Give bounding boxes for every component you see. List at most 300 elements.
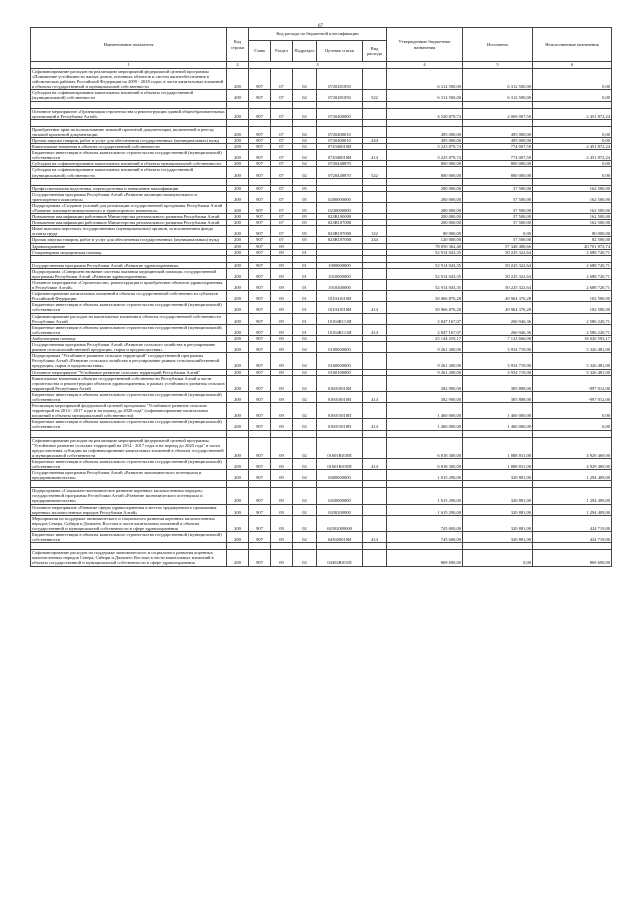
row-approved: 1 615 290,00 [387,504,463,515]
row-approved: 78 050 362,40 [387,243,463,249]
header-unexecuted: Неисполненные назначения [533,28,612,62]
row-subsection: 02 [293,419,317,430]
row-expense-type [363,268,387,279]
row-code: 200 [227,126,249,137]
row-subsection [293,255,317,262]
table-row [31,419,612,430]
table-row [31,391,612,402]
row-executed [463,430,533,437]
row-target-item: 1010000000 [317,268,363,279]
row-subsection: 01 [293,249,317,255]
row-executed: 49 964 376,28 [463,302,533,313]
spacer-row [31,543,612,550]
row-name [31,255,227,262]
row-code: 200 [227,144,249,150]
row-target-item [317,481,363,488]
row-chapter [249,119,271,126]
row-executed: 774 007,50 [463,150,533,161]
table-row [31,324,612,335]
header-section: Раздел [271,41,293,62]
row-unexecuted: 5 326 481,00 [533,342,612,353]
row-expense-type [363,69,387,90]
row-chapter: 907 [249,470,271,481]
row-section: 09 [271,369,293,375]
row-approved [387,255,463,262]
row-approved: 52 914 043,35 [387,262,463,268]
row-executed: 6 312 500,00 [463,69,533,90]
row-chapter: 907 [249,202,271,213]
row-code: 200 [227,353,249,369]
row-section: 09 [271,403,293,419]
row-expense-type [363,375,387,391]
row-subsection [293,481,317,488]
row-target-item: 04302000000 [317,515,363,531]
row-unexecuted: 0,00 [533,403,612,419]
row-name: Основное мероприятие «Организация строительства и реконструкции зданий общеобразовательных организаций в Республике Алтай» [32,108,225,119]
table-row [31,532,612,543]
row-name: Подпрограмма «Социально-экономическое развитие коренных малочисленных народов» государственной программы Республики Алтай «Развитие экономического потенциала и предпринимательства» [31,488,227,504]
table-row [31,470,612,481]
row-subsection: 02 [293,458,317,469]
row-expense-type [363,430,387,437]
row-name: Капитальные вложения в объекты государственной собственности Республики Алтай в части строительства и реконструкции объектов здравоохранения, в рамках устойчивого развития сельских территорий Республики Алтай [32,375,225,391]
row-executed: 37 500,00 [463,237,533,243]
row-unexecuted: 2 451 872,24 [533,108,612,119]
row-chapter: 907 [249,391,271,402]
row-unexecuted: 2 586 220,71 [533,313,612,324]
row-name: Бюджетные инвестиции в объекты капитального строительства государственной (муниципальной) собственности [31,458,227,469]
row-target-item: 1000000000 [317,262,363,268]
row-approved: 2 847 167,07 [387,324,463,335]
row-chapter: 907 [249,108,271,119]
row-target-item: 0430200000 [317,504,363,515]
row-name: Повышение квалификации работников Министерства регионального развития Республики Алтай [31,214,227,220]
row-approved: 382 900,00 [387,375,463,391]
row-chapter: 907 [249,369,271,375]
row-approved: 800 000,00 [387,161,463,167]
row-expense-type: 244 [363,237,387,243]
column-number: 4 [387,62,463,69]
row-name [31,430,227,437]
row-name: Стационарная медицинская помощь [31,249,227,255]
row-target-item: 0230000000 [317,202,363,213]
row-expense-type [363,108,387,119]
row-section: 07 [271,214,293,220]
row-target-item: 0200000000 [317,191,363,202]
row-chapter: 907 [249,437,271,458]
row-name: Субсидии на софинансирование капитальных вложений в объекты государственной (муниципальной) собственности [31,167,227,178]
row-approved: 50 066 876,28 [387,291,463,302]
row-approved: 200 000,00 [387,185,463,191]
row-executed: 37 500,00 [463,214,533,220]
row-unexecuted [533,430,612,437]
row-approved [387,101,463,108]
row-approved: 6 312 500,00 [387,90,463,101]
row-chapter: 907 [249,185,271,191]
row-expense-type: 414 [363,150,387,161]
row-name: Амбулаторная помощь [31,335,227,341]
row-section: 09 [271,280,293,291]
row-subsection: 02 [293,403,317,419]
row-code: 200 [227,369,249,375]
row-name: Софинансирование расходов на реализацию мероприятий федеральной целевой программы "Устойчивое развитие сельских территорий на 2014 - 2017 годы и на период до 2020 года" в части предоставления субсидии на софинансирование капитальных вложений в объекты государственной и муниципальной собственности [31,437,227,458]
row-code [227,255,249,262]
row-chapter: 907 [249,375,271,391]
row-approved: 25 144 259,17 [387,335,463,341]
row-approved: 80 000,00 [387,226,463,237]
row-unexecuted: 4 929 469,00 [533,458,612,469]
row-subsection [293,178,317,185]
row-expense-type: 414 [363,324,387,335]
row-code: 200 [227,280,249,291]
row-unexecuted: 80 000,00 [533,226,612,237]
row-section: 09 [271,375,293,391]
row-name [31,178,227,185]
row-name: Субсидии на софинансирование капитальных вложений в объекты государственной (муниципальной) собственности [31,90,227,101]
row-unexecuted [533,119,612,126]
row-executed: 49 964 376,28 [463,291,533,302]
row-chapter: 907 [249,150,271,161]
row-subsection: 01 [293,302,317,313]
row-chapter: 907 [249,515,271,531]
row-chapter [249,543,271,550]
row-subsection: 02 [293,335,317,341]
row-chapter [249,101,271,108]
row-target-item [317,119,363,126]
row-executed: 7 123 666,00 [463,335,533,341]
row-code: 200 [227,237,249,243]
row-code: 200 [227,391,249,402]
row-subsection: 01 [293,262,317,268]
row-subsection [293,430,317,437]
row-target-item: 016015018П [317,403,363,419]
row-expense-type [363,543,387,550]
row-section: 07 [271,220,293,226]
row-executed: 495 000,00 [463,126,533,137]
row-section: 09 [271,324,293,335]
row-code: 200 [227,90,249,101]
row-subsection: 02 [293,550,317,566]
row-code [227,178,249,185]
row-section [271,119,293,126]
row-code: 200 [227,302,249,313]
row-target-item: 01601R018П [317,437,363,458]
row-chapter [249,178,271,185]
row-target-item: 02ЗВ100000 [317,214,363,220]
table-row [31,90,612,101]
row-unexecuted: 2 688 720,71 [533,262,612,268]
row-expense-type [363,119,387,126]
row-expense-type [363,342,387,353]
row-subsection [293,119,317,126]
row-code: 200 [227,249,249,255]
row-approved: 1 460 000,00 [387,419,463,430]
row-target-item: 10104R111И [317,324,363,335]
row-target-item [317,101,363,108]
row-unexecuted: 162 500,00 [533,185,612,191]
row-subsection: 05 [293,237,317,243]
row-target-item: 016010010И [317,375,363,391]
row-chapter: 907 [249,550,271,566]
row-section: 07 [271,144,293,150]
row-expense-type [363,178,387,185]
row-code: 200 [227,403,249,419]
row-target-item: 0720448870 [317,161,363,167]
row-chapter: 907 [249,302,271,313]
row-code: 200 [227,291,249,302]
row-section [271,430,293,437]
row-code [227,543,249,550]
row-section: 09 [271,532,293,543]
row-code: 200 [227,532,249,543]
row-expense-type [363,291,387,302]
row-code: 200 [227,550,249,566]
row-unexecuted: 424 719,00 [533,532,612,543]
row-executed: 260 946,36 [463,324,533,335]
row-code: 200 [227,185,249,191]
row-target-item: 072040010И [317,150,363,161]
row-section: 07 [271,90,293,101]
table-row [31,150,612,161]
row-expense-type: 414 [363,532,387,543]
row-target-item: 101041010И [317,302,363,313]
row-executed: 320 881,00 [463,515,533,531]
row-section: 09 [271,291,293,302]
row-name: Бюджетные инвестиции в объекты капитального строительства государственной (муниципальной) собственности [31,532,227,543]
row-name: Подпрограмма «Создание условий для реализации государственной программы Республики Алтай «Развитие жилищно-коммунального и транспортного комплекса» [31,202,227,213]
row-name: Основное мероприятие "Устойчивое развитие сельских территорий Республики Алтай" [31,369,227,375]
row-subsection: 02 [293,437,317,458]
row-executed: 260 946,36 [463,313,533,324]
row-approved: 800 000,00 [387,167,463,178]
row-name: Субсидии на софинансирование капитальных вложений в объекты муниципальной собственности [31,161,227,167]
column-number: 6 [533,62,612,69]
row-unexecuted [533,543,612,550]
row-executed: 0,00 [463,550,533,566]
row-approved: 3 225 879,74 [387,150,463,161]
row-code: 200 [227,214,249,220]
table-row [31,69,612,90]
row-approved: 6 818 300,00 [387,458,463,469]
row-executed: 37 500,00 [463,202,533,213]
row-subsection: 02 [293,144,317,150]
row-code: 200 [227,69,249,90]
row-name [31,481,227,488]
row-approved [387,178,463,185]
row-name: Прочая закупка товаров, работ и услуг для обеспечения государственных (муниципальных) нужд [31,237,227,243]
row-chapter: 907 [249,280,271,291]
row-chapter: 907 [249,532,271,543]
row-expense-type [363,191,387,202]
row-unexecuted: 424 719,00 [533,515,612,531]
row-approved: 1 615 290,00 [387,488,463,504]
row-subsection: 02 [293,69,317,90]
header-subsection: Подраздел [293,41,317,62]
row-unexecuted: 0,00 [533,137,612,143]
row-approved: 869 690,00 [387,550,463,566]
row-subsection: 05 [293,226,317,237]
row-name: Софинансирование расходов на капитальные вложения в объекты государственной собственности Республики Алтай [31,313,227,324]
row-chapter: 907 [249,488,271,504]
row-code: 200 [227,137,249,143]
table-row [31,280,612,291]
table-row [31,504,612,515]
row-expense-type [363,515,387,531]
row-executed: 800 000,00 [463,161,533,167]
row-unexecuted: 1 294 409,00 [533,470,612,481]
row-approved: 200 000,00 [387,191,463,202]
row-target-item: 0720281050 [317,69,363,90]
row-subsection: 02 [293,504,317,515]
row-unexecuted: 2 451 872,24 [533,144,612,150]
row-executed: 1 460 000,00 [463,403,533,419]
row-section: 07 [271,108,293,119]
row-expense-type [363,353,387,369]
row-approved: 9 261 200,00 [387,342,463,353]
row-unexecuted: 5 326 481,00 [533,353,612,369]
row-code: 200 [227,220,249,226]
row-section: 07 [271,137,293,143]
row-executed: 495 000,00 [463,137,533,143]
header-name: Наименование показателя [31,28,227,62]
row-section: 09 [271,335,293,341]
row-approved: 52 914 043,35 [387,280,463,291]
row-name: Государственная программа Республики Алтай «Развитие жилищно-коммунального и транспортного комплекса» [31,191,227,202]
row-executed: 320 881,00 [463,532,533,543]
row-section: 07 [271,226,293,237]
row-section: 07 [271,167,293,178]
row-approved: 3 225 879,74 [387,144,463,150]
row-section: 09 [271,249,293,255]
row-expense-type [363,504,387,515]
row-subsection: 01 [293,280,317,291]
row-expense-type: 414 [363,302,387,313]
row-unexecuted: 1 294 409,00 [533,504,612,515]
spacer-row [31,178,612,185]
row-code: 200 [227,375,249,391]
table-row [31,458,612,469]
table-row [31,437,612,458]
row-name: Подпрограмма "Устойчивое развитие сельских территорий" государственной программы Республики Алтай «Развитие сельского хозяйства и регулирование рынков сельскохозяйственной продукции, сырья и продовольствия» [31,353,227,369]
row-unexecuted: 0,00 [533,69,612,90]
row-section [271,178,293,185]
row-subsection: 01 [293,313,317,324]
row-executed: 50 225 322,64 [463,268,533,279]
row-expense-type [363,126,387,137]
row-code: 200 [227,419,249,430]
row-name: Бюджетные инвестиции в объекты капитального строительства государственной (муниципальной) собственности [31,302,227,313]
row-name: Бюджетные инвестиции в объекты капитального строительства государственной (муниципальной) собственности [31,419,227,430]
row-section: 09 [271,488,293,504]
table-row [31,202,612,213]
row-code: 200 [227,167,249,178]
row-target-item: 04302R015П [317,550,363,566]
table-row [31,488,612,504]
row-chapter: 907 [249,243,271,249]
row-unexecuted [533,255,612,262]
row-executed: 50 225 322,64 [463,280,533,291]
row-expense-type: 414 [363,391,387,402]
row-unexecuted: 102 500,00 [533,291,612,302]
row-approved: 1 615 290,00 [387,470,463,481]
row-target-item: 072040010И [317,144,363,150]
row-approved: 4 520 879,74 [387,108,463,119]
row-target-item: 01601R018П [317,458,363,469]
budget-execution-table [30,27,612,567]
row-subsection: 02 [293,353,317,369]
header-approved: Утвержденные бюджетные назначения [387,28,463,62]
spacer-row [31,481,612,488]
row-section: 07 [271,150,293,161]
row-approved: 495 000,00 [387,137,463,143]
row-section: 09 [271,262,293,268]
row-code: 200 [227,335,249,341]
row-section: 07 [271,202,293,213]
row-section: 09 [271,243,293,249]
row-section: 09 [271,353,293,369]
row-code: 200 [227,268,249,279]
spacer-row [31,255,612,262]
row-unexecuted: 0,00 [533,90,612,101]
row-expense-type: 414 [363,419,387,430]
column-number: 3 [249,62,387,69]
row-expense-type [363,313,387,324]
row-subsection: 02 [293,375,317,391]
row-target-item: 02ЗВ107000 [317,226,363,237]
table-row [31,302,612,313]
row-chapter: 907 [249,504,271,515]
row-subsection: 02 [293,137,317,143]
row-expense-type [363,101,387,108]
row-target-item [317,178,363,185]
row-subsection: 01 [293,324,317,335]
row-executed [463,481,533,488]
row-unexecuted: 162 500,00 [533,220,612,226]
row-chapter [249,255,271,262]
row-unexecuted: 1 294 409,00 [533,488,612,504]
row-target-item: 0720400010 [317,137,363,143]
row-subsection: 05 [293,202,317,213]
row-unexecuted: 0,00 [533,167,612,178]
row-code: 200 [227,243,249,249]
row-unexecuted: 162 500,00 [533,191,612,202]
row-approved: 2 847 167,07 [387,313,463,324]
row-code: 200 [227,108,249,119]
row-approved: 1 460 000,00 [387,403,463,419]
row-subsection: 02 [293,167,317,178]
spacer-row [31,430,612,437]
row-target-item: 02ЗВ107000 [317,237,363,243]
column-number: 5 [463,62,533,69]
row-target-item: 0160000000 [317,353,363,369]
row-target-item: 0720400000 [317,108,363,119]
row-subsection: 02 [293,470,317,481]
row-executed [463,178,533,185]
table-row [31,313,612,324]
row-approved [387,119,463,126]
row-approved [387,430,463,437]
row-name: Бюджетные инвестиции в объекты капитального строительства государственной (муниципальной) собственности [31,150,227,161]
row-unexecuted [533,101,612,108]
table-row [31,353,612,369]
row-executed [463,119,533,126]
row-section: 07 [271,237,293,243]
row-expense-type [363,280,387,291]
row-name: Прочая закупка товаров, работ и услуг для обеспечения государственных (муниципальных) нужд [31,137,227,143]
row-unexecuted: 869 690,00 [533,550,612,566]
row-unexecuted: -997 012,00 [533,391,612,402]
header-budget-code-group: Код расхода по бюджетной классификации [249,28,387,41]
